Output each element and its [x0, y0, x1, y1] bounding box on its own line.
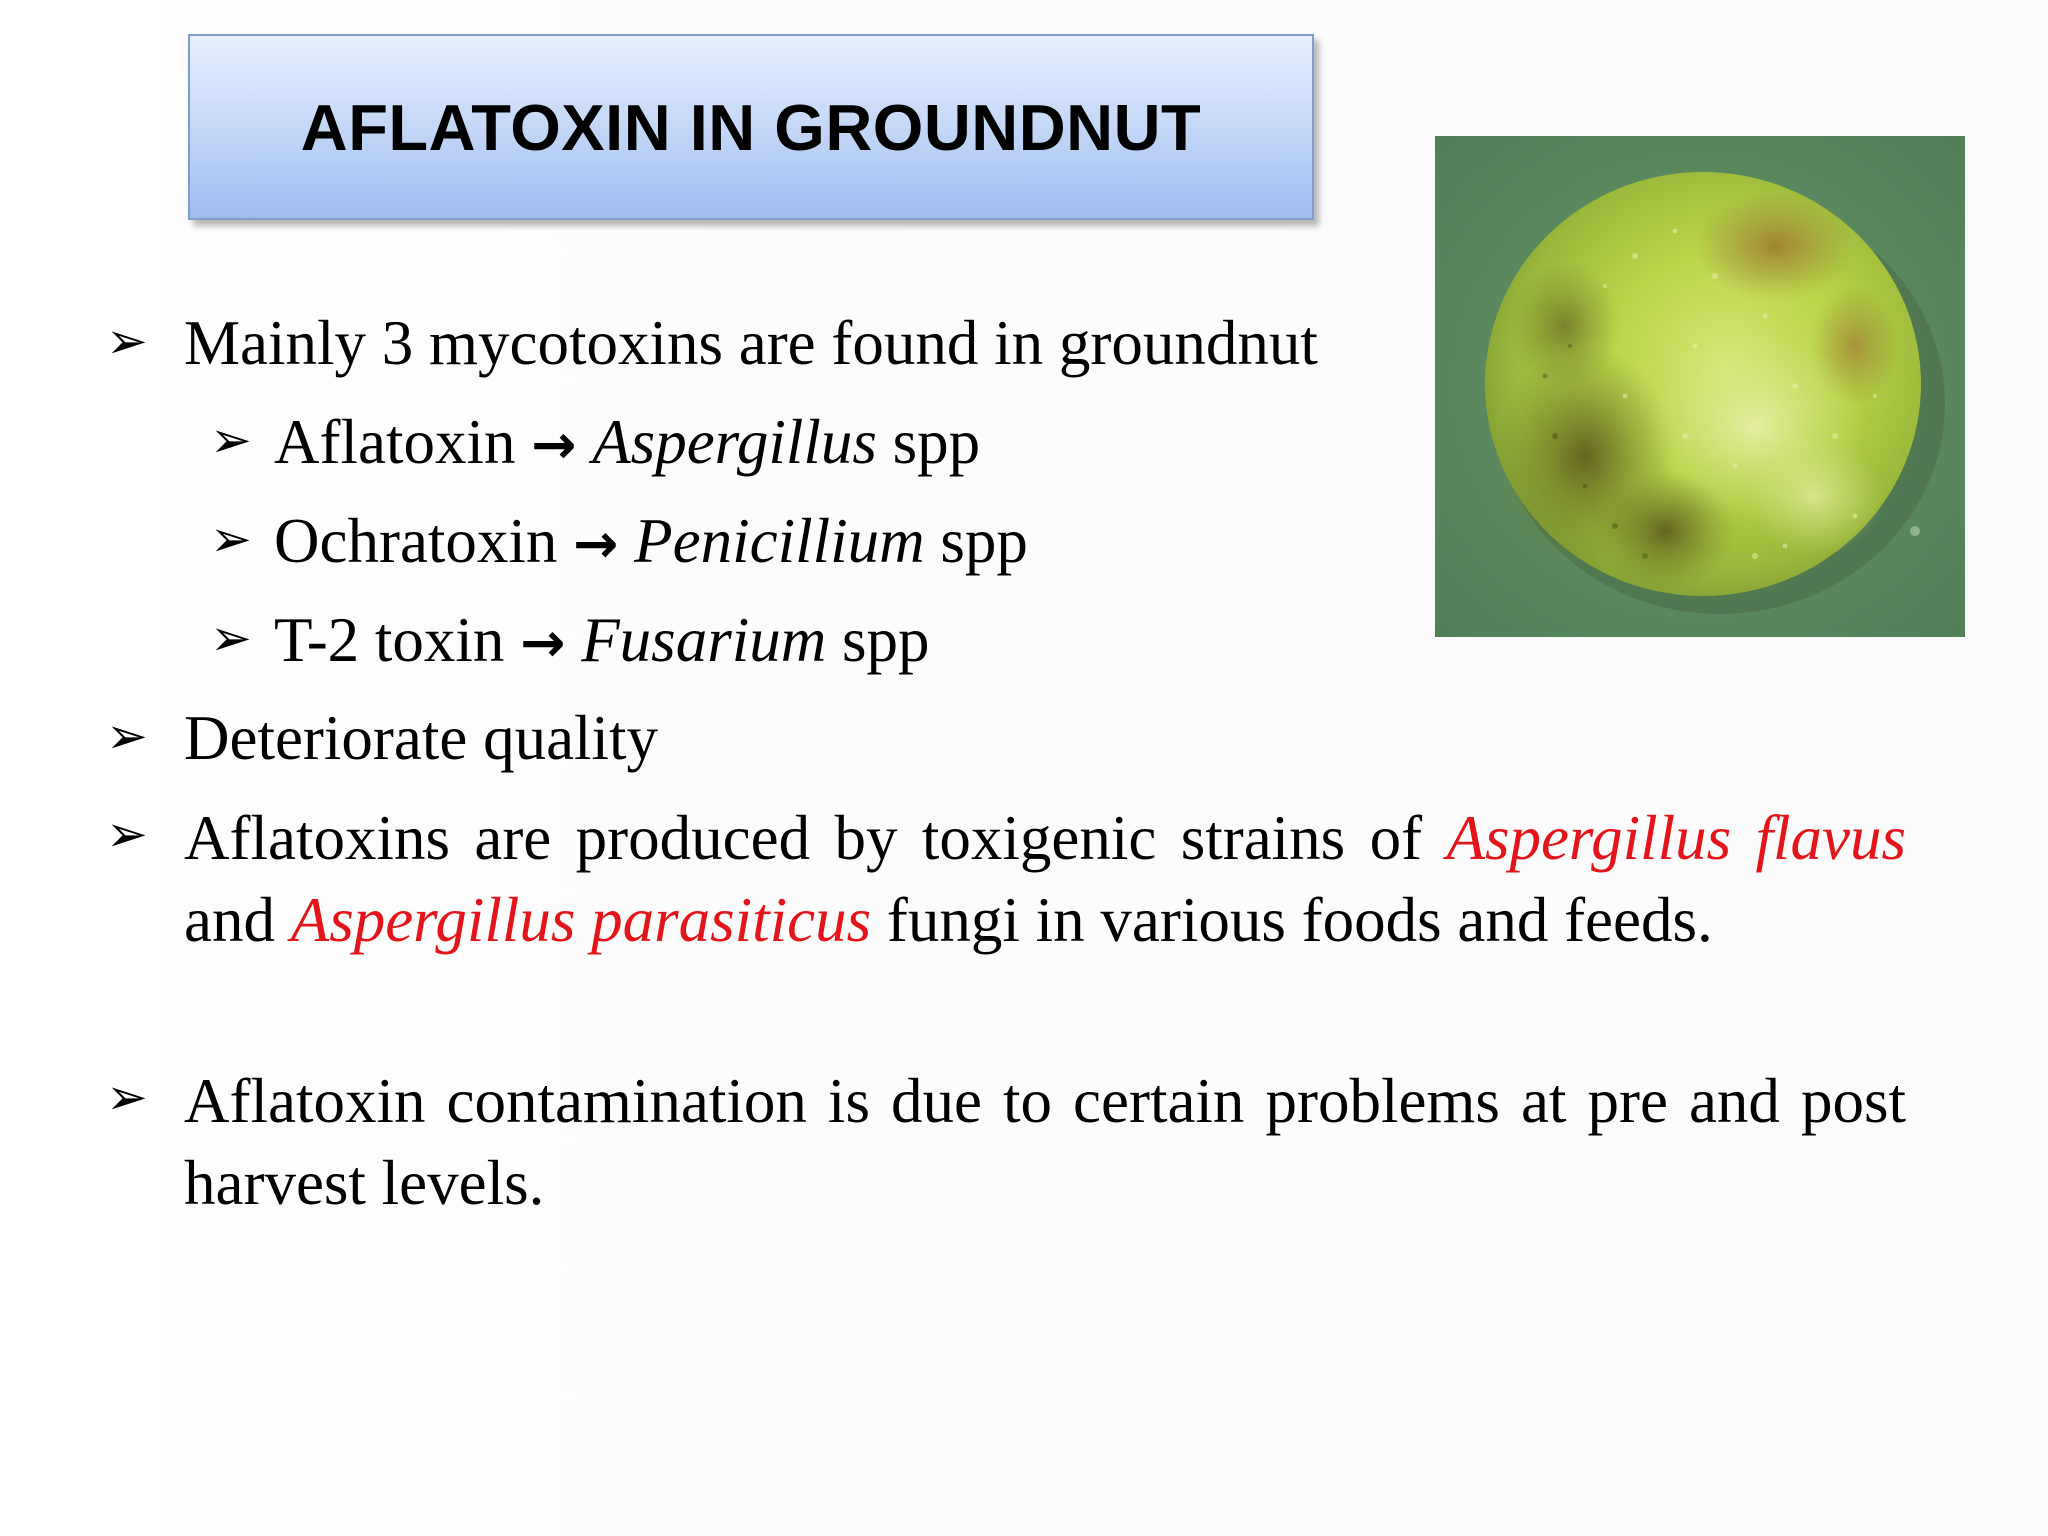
sub-bullet-arrow-icon: ➢ — [210, 609, 252, 667]
bullet-aflatoxin-producers — [184, 797, 1906, 961]
genus-suffix: spp — [841, 605, 930, 675]
toxin-name: Ochratoxin — [274, 506, 558, 576]
bullet-arrow-icon: ➢ — [106, 1068, 148, 1126]
bullet-contamination-cause: Aflatoxin contamination is due to certain problems at pre and post harvest levels. — [184, 1066, 1906, 1218]
genus-suffix: spp — [940, 506, 1028, 576]
sub-bullet-ochratoxin — [274, 506, 1028, 576]
right-arrow-icon: → — [531, 413, 577, 476]
genus-name: Aspergillus — [592, 407, 877, 477]
species-aspergillus-parasiticus: Aspergillus parasiticus — [290, 885, 872, 955]
bullet-arrow-icon: ➢ — [106, 805, 148, 863]
right-arrow-icon: → — [573, 512, 619, 575]
bullet-deteriorate-quality: Deteriorate quality — [184, 703, 659, 773]
sub-bullet-aflatoxin — [274, 407, 981, 477]
bullet-mycotoxins: Mainly 3 mycotoxins are found in groundnut — [184, 308, 1318, 378]
genus-name: Fusarium — [581, 605, 827, 675]
mold-infected-groundnut-photo-icon — [1435, 136, 1965, 637]
sub-bullet-arrow-icon: ➢ — [210, 510, 252, 568]
sub-bullet-t2-toxin — [274, 605, 930, 675]
producers-text-part1: Aflatoxins are produced by toxigenic strains of — [184, 803, 1423, 873]
producers-text-part2: and — [184, 885, 275, 955]
bullet-arrow-icon: ➢ — [106, 312, 148, 370]
title-box — [188, 34, 1314, 220]
species-aspergillus-flavus: Aspergillus flavus — [1446, 803, 1907, 873]
toxin-name: Aflatoxin — [274, 407, 516, 477]
right-arrow-icon: → — [520, 611, 566, 674]
sub-bullet-arrow-icon: ➢ — [210, 411, 252, 469]
genus-suffix: spp — [892, 407, 981, 477]
toxin-name: T-2 toxin — [274, 605, 505, 675]
slide-title: AFLATOXIN IN GROUNDNUT — [300, 90, 1202, 164]
producers-text-part3: fungi in various foods and feeds. — [886, 885, 1713, 955]
bullet-arrow-icon: ➢ — [106, 707, 148, 765]
genus-name: Penicillium — [634, 506, 925, 576]
